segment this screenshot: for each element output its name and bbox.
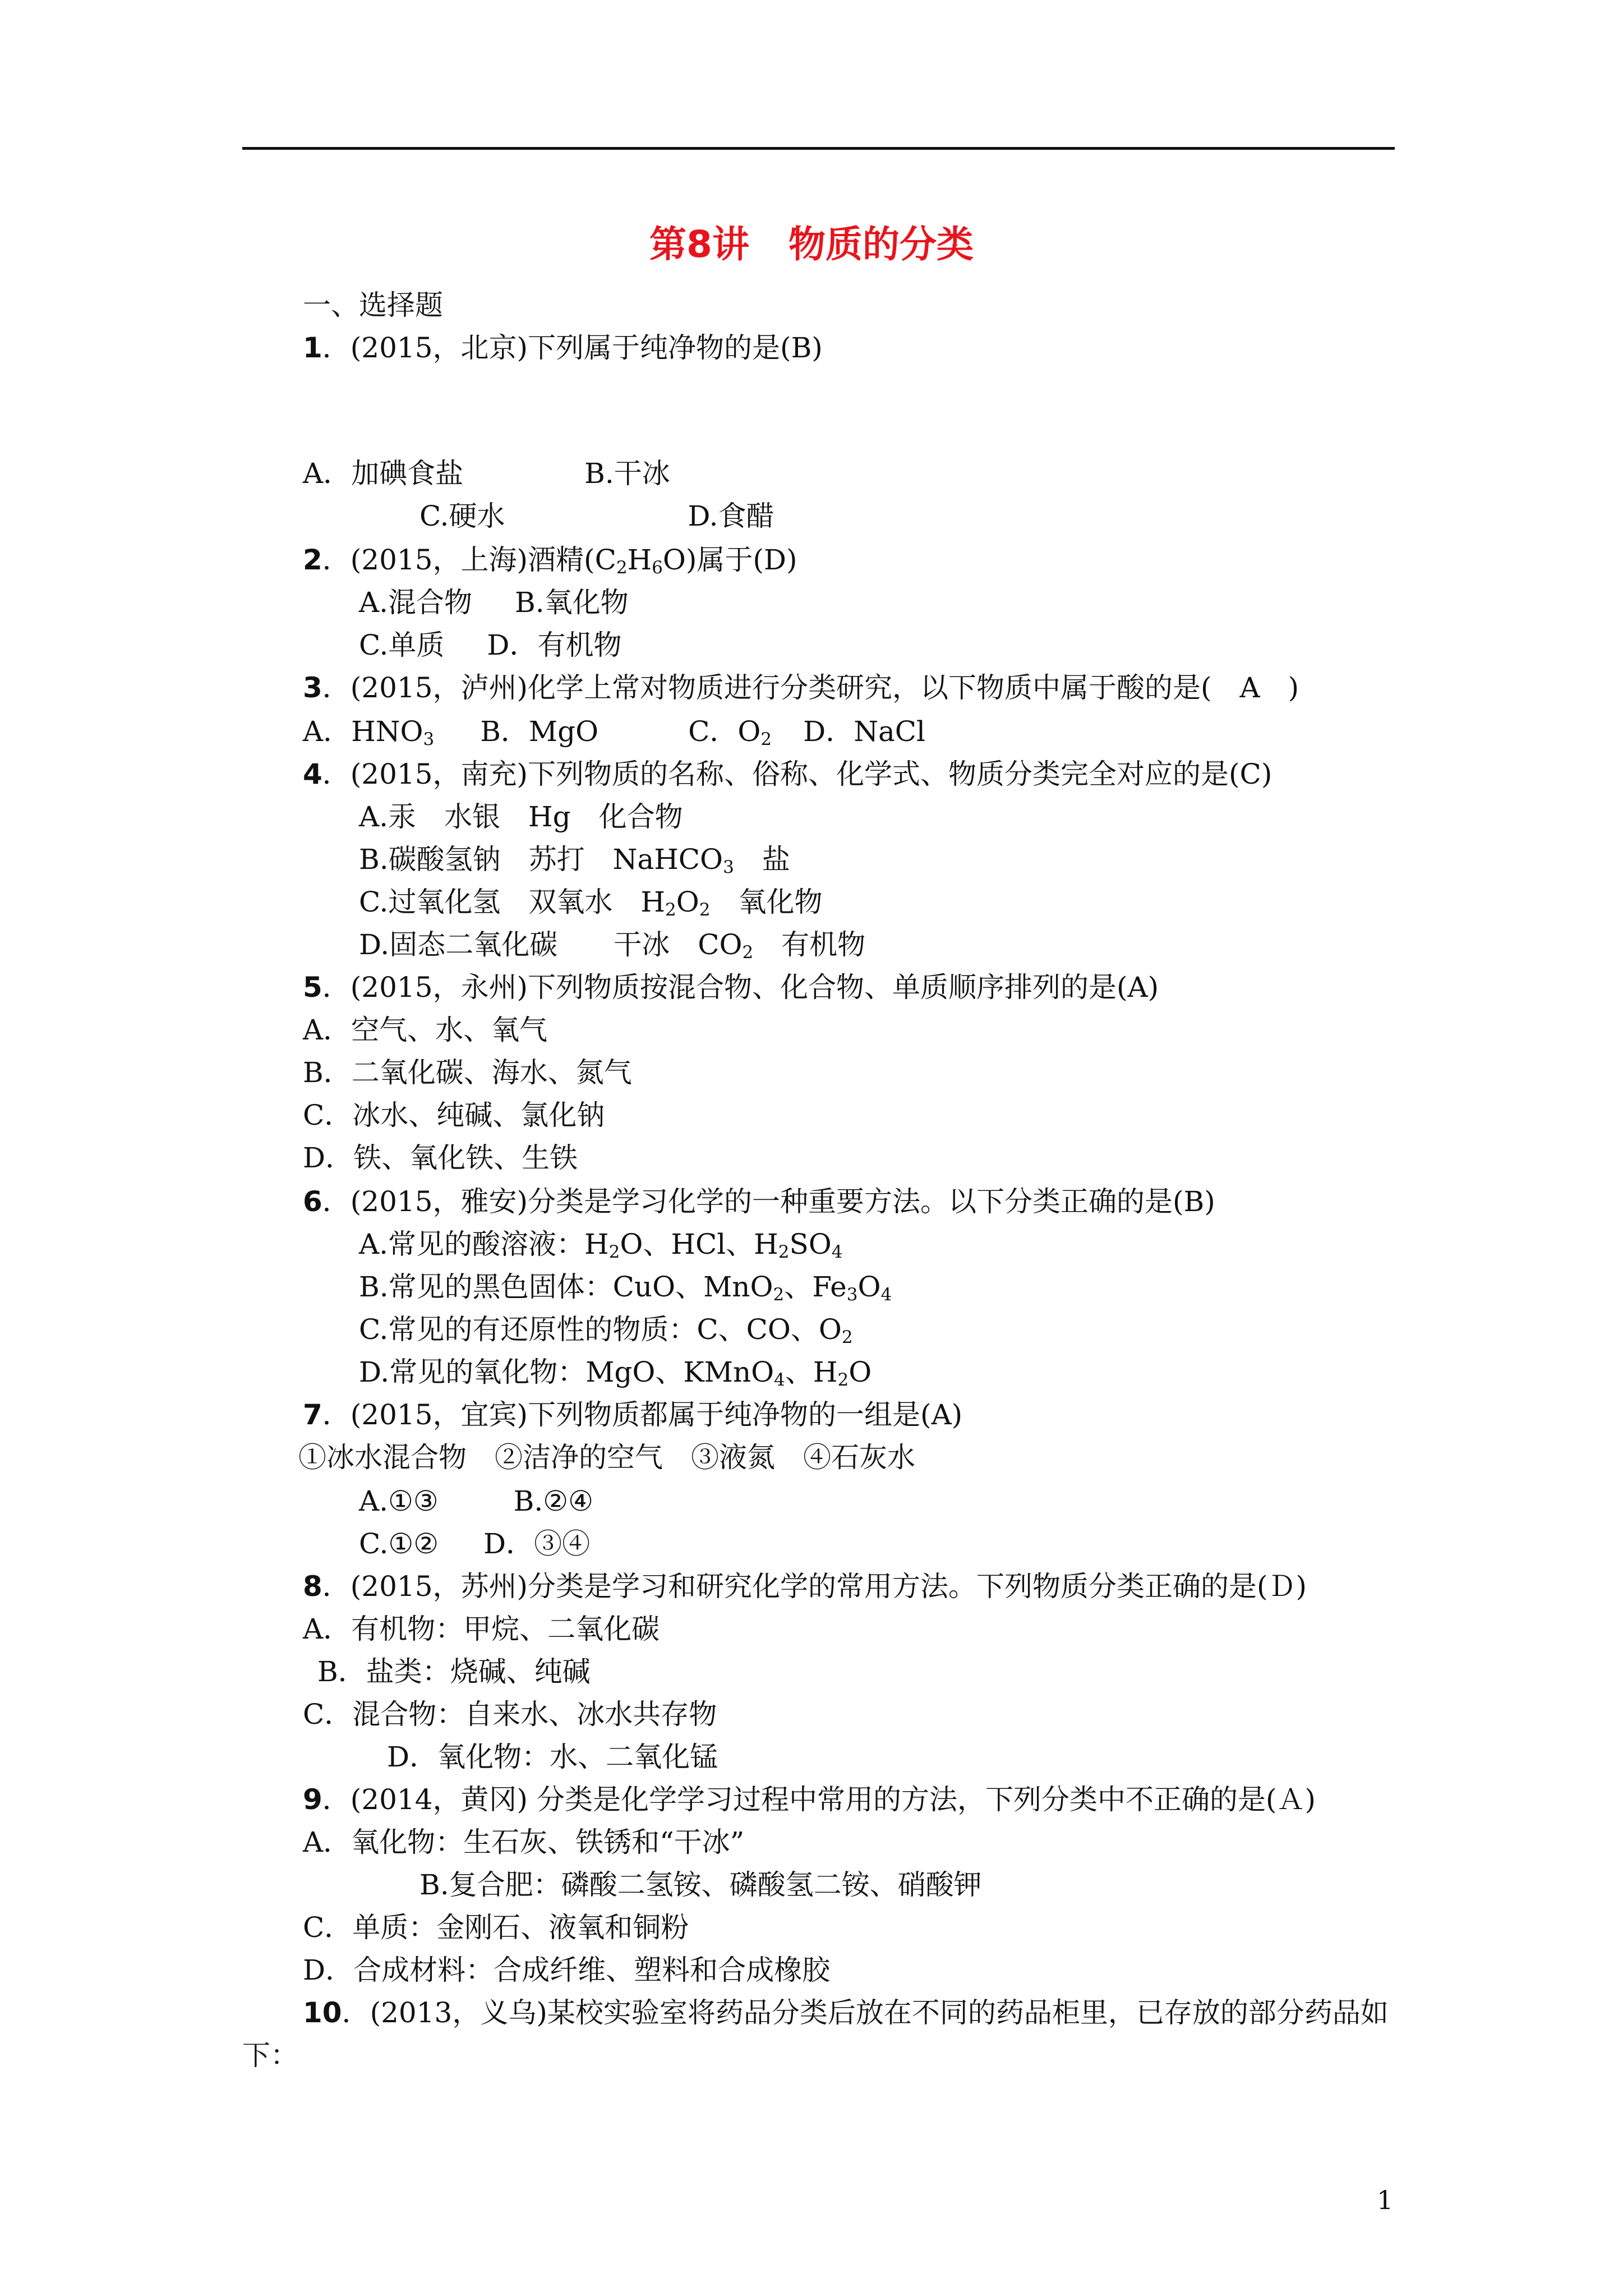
question-5 <box>303 969 1159 1005</box>
question-10 <box>303 1995 1389 2031</box>
question-2 <box>303 542 797 578</box>
question-4 <box>303 756 1272 792</box>
option-c: C.①② <box>359 1527 439 1560</box>
option-d: D．合成材料：合成纤维、塑料和合成橡胶 <box>303 1954 831 1986</box>
question-stem: ．(2015，泸州)化学上常对物质进行分类研究，以下物质中属于酸的是( A ) <box>322 671 1299 704</box>
question-number: 10 <box>303 1996 342 2029</box>
option-d: D．铁、氧化铁、生铁 <box>303 1142 578 1174</box>
option-b: B．MgO <box>480 715 599 748</box>
subscript: 6 <box>652 557 663 578</box>
option-a: A．$HNO_3$ <box>303 715 435 749</box>
question-7 <box>303 1397 962 1433</box>
title-topic: 物质的分类 <box>788 223 974 266</box>
option-a: A．空气、水、氧气 <box>303 1014 548 1046</box>
question-1 <box>303 330 823 366</box>
question-stem: ．(2015，苏州)分类是学习和研究化学的常用方法。下列物质分类正确的是(Ｄ) <box>322 1570 1307 1603</box>
option-c: C.单质 <box>359 629 445 661</box>
question-3 <box>303 670 1299 706</box>
question-stem: ．(2014，黄冈) 分类是化学学习过程中常用的方法，下列分类中不正确的是(Ａ) <box>322 1783 1316 1816</box>
q1-options-row2 <box>419 498 774 534</box>
option-c: C.过氧化氢 双氧水 $H_2O_2$ 氧化物 <box>359 886 823 920</box>
question-number: 5 <box>303 971 322 1004</box>
question-number: 3 <box>303 671 322 704</box>
option-c: C.常见的有还原性的物质：C、CO、$O_2$ <box>359 1313 853 1347</box>
question-stem: H <box>627 544 652 576</box>
question-number: 8 <box>303 1570 322 1603</box>
q7-options-row1 <box>359 1483 593 1519</box>
option-c: C．混合物：自来水、冰水共存物 <box>303 1698 717 1731</box>
option-b: B.②④ <box>513 1485 593 1517</box>
question-6 <box>303 1184 1215 1220</box>
section-heading: 一、选择题 <box>303 289 443 321</box>
option-a: A．氧化物：生石灰、铁锈和“干冰” <box>303 1826 745 1858</box>
option-c: C．冰水、纯碱、氯化钠 <box>303 1099 605 1131</box>
question-number: 6 <box>303 1185 322 1218</box>
option-d: D.食醋 <box>688 500 774 532</box>
q3-options <box>303 714 925 749</box>
page-title <box>0 214 1623 268</box>
option-d: D．氧化物：水、二氧化锰 <box>387 1741 718 1773</box>
q7-items: ①冰水混合物 ②洁净的空气 ③液氮 ④石灰水 <box>298 1441 915 1474</box>
question-10-continuation: 下： <box>242 2039 298 2072</box>
option-d: D．NaCl <box>803 715 926 748</box>
option-d: D.常见的氧化物：MgO、KMnO$_4$、$H_2O$ <box>359 1356 872 1390</box>
question-stem: ．(2015，南充)下列物质的名称、俗称、化学式、物质分类完全对应的是(C) <box>322 758 1272 790</box>
q1-options-row1 <box>303 455 670 491</box>
option-b: B.复合肥：磷酸二氢铵、磷酸氢二铵、硝酸钾 <box>419 1869 982 1901</box>
question-stem: ．(2013，义乌)某校实验室将药品分类后放在不同的药品柜里，已存放的部分药品如 <box>342 1996 1389 2029</box>
q2-options-row1 <box>359 585 629 620</box>
option-a: A.常见的酸溶液：$H_2O$、HCl、$H_2SO_4$ <box>359 1228 843 1262</box>
option-a: A.混合物 <box>359 586 473 619</box>
option-a: A.汞 水银 Hg 化合物 <box>359 800 683 833</box>
title-lecture: 第8讲 <box>649 223 749 266</box>
option-b: B．盐类：烧碱、纯碱 <box>317 1655 591 1688</box>
page-number: 1 <box>1377 2185 1394 2215</box>
question-stem: ．(2015，上海)酒精(C <box>322 544 616 576</box>
option-c: C.硬水 <box>419 500 505 532</box>
option-a: A．有机物：甲烷、二氧化碳 <box>303 1613 660 1645</box>
question-number: 4 <box>303 758 322 790</box>
option-c: C．$O_2$ <box>688 715 772 749</box>
question-stem: O)属于(D) <box>662 544 797 576</box>
question-stem: ．(2015，雅安)分类是学习化学的一种重要方法。以下分类正确的是(B) <box>322 1185 1215 1218</box>
option-b: B.碳酸氢钠 苏打 NaHCO$_3$ 盐 <box>359 843 790 877</box>
option-d: D．③④ <box>483 1527 591 1560</box>
question-stem: ．(2015，宜宾)下列物质都属于纯净物的一组是(A) <box>322 1398 963 1431</box>
q7-options-row2 <box>359 1526 590 1562</box>
option-a: A.①③ <box>359 1485 439 1517</box>
option-d: D．有机物 <box>487 629 622 661</box>
option-b: B.常见的黑色固体：CuO、MnO$_2$、$Fe_3O_4$ <box>359 1271 892 1305</box>
header-rule <box>242 147 1395 150</box>
option-b: B.氧化物 <box>515 586 629 619</box>
question-number: 2 <box>303 544 322 576</box>
question-number: 1 <box>303 332 322 364</box>
subscript: 2 <box>616 557 628 578</box>
question-stem: ．(2015，北京)下列属于纯净物的是(B) <box>322 332 823 364</box>
option-a: A．加碘食盐 <box>303 457 464 490</box>
question-stem: ．(2015，永州)下列物质按混合物、化合物、单质顺序排列的是(A) <box>322 971 1159 1004</box>
question-8 <box>303 1568 1307 1604</box>
option-b: B．二氧化碳、海水、氮气 <box>303 1056 632 1089</box>
q2-options-row2 <box>359 627 621 663</box>
question-number: 7 <box>303 1398 322 1431</box>
question-number: 9 <box>303 1783 322 1816</box>
option-d: D.固态二氧化碳 干冰 $CO_2$ 有机物 <box>359 928 866 963</box>
option-b: B.干冰 <box>584 457 670 490</box>
question-9 <box>303 1782 1316 1818</box>
option-c: C．单质：金刚石、液氧和铜粉 <box>303 1911 689 1944</box>
